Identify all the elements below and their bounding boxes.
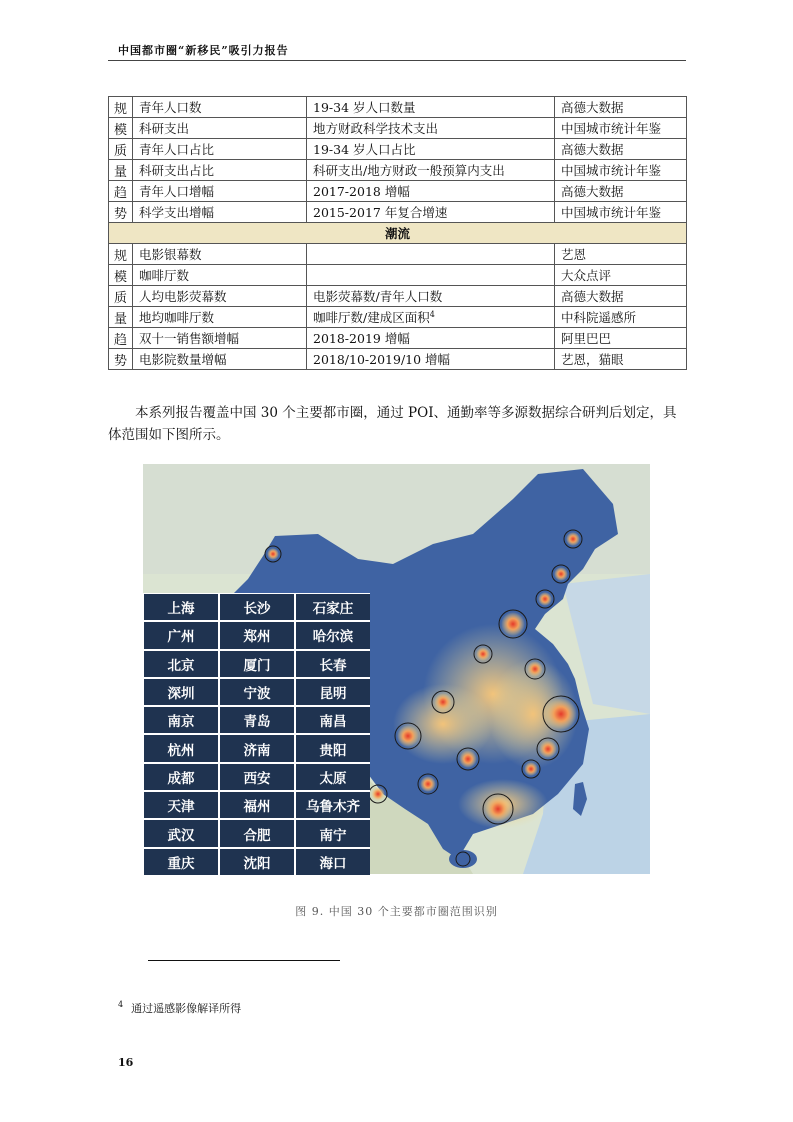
dim-cell-text: 质 [113,290,127,306]
indicator-name-cell [133,202,307,223]
dim-cell-text: 量 [113,311,127,327]
indicator-name-cell [133,265,307,286]
dim-cell [109,244,133,265]
definition-cell-text: 咖啡厅数/建成区面积 [313,310,430,325]
definition-cell-text: 19-34 岁人口数量 [313,100,416,115]
indicator-name-cell [133,118,307,139]
indicator-name-cell [133,307,307,328]
indicator-name-cell [133,139,307,160]
city-cell: 福州 [220,792,294,818]
source-cell [555,97,687,118]
dim-cell [109,139,133,160]
dim-cell-text: 模 [113,269,127,285]
definition-cell [307,202,555,223]
city-cell: 沈阳 [220,849,294,875]
source-cell-text: 中国城市统计年鉴 [561,163,662,178]
table-row [109,307,687,328]
dim-cell [109,328,133,349]
dim-cell-text: 势 [113,353,127,369]
definition-cell-text: 19-34 岁人口占比 [313,142,416,157]
source-cell [555,307,687,328]
indicator-name-cell-text: 科研支出占比 [139,163,215,178]
source-cell [555,202,687,223]
city-cell: 南京 [144,707,218,733]
source-cell-text: 高德大数据 [561,184,624,199]
definition-cell [307,97,555,118]
city-cell: 昆明 [296,679,370,705]
definition-cell-text: 2017-2018 增幅 [313,184,410,199]
dim-cell-text: 量 [113,164,127,180]
definition-cell-text: 2015-2017 年复合增速 [313,205,448,220]
city-cell: 北京 [144,651,218,677]
table-row [109,202,687,223]
dim-cell-text: 势 [113,206,127,222]
city-cell: 南宁 [296,820,370,846]
indicator-name-cell-text: 青年人口数 [139,100,202,115]
definition-cell [307,160,555,181]
table-row [109,349,687,370]
table-row [109,286,687,307]
indicator-name-cell-text: 地均咖啡厅数 [139,310,215,325]
city-cell: 贵阳 [296,735,370,761]
table-row [109,160,687,181]
definition-cell [307,328,555,349]
table-row [109,139,687,160]
indicator-name-cell-text: 电影院数量增幅 [139,352,227,367]
city-cell: 宁波 [220,679,294,705]
footnote-rule [148,960,340,961]
dim-cell-text: 模 [113,122,127,138]
definition-cell [307,118,555,139]
indicator-name-cell [133,244,307,265]
source-cell [555,328,687,349]
dim-cell [109,97,133,118]
dim-cell [109,286,133,307]
source-cell [555,265,687,286]
definition-cell [307,265,555,286]
page-number: 16 [118,1056,134,1069]
definition-cell [307,181,555,202]
figure-caption: 图 9. 中国 30 个主要都市圈范围识别 [295,905,498,918]
city-cell: 南昌 [296,707,370,733]
body-paragraph: 本系列报告覆盖中国 30 个主要都市圈，通过 POI、通勤率等多源数据综合研判后划定，具体范围如下图所示。 [108,405,677,443]
city-cell: 青岛 [220,707,294,733]
city-cell: 上海 [144,594,218,620]
indicator-name-cell-text: 人均电影荧幕数 [139,289,227,304]
city-cell: 郑州 [220,622,294,648]
source-cell-text: 中科院遥感所 [561,310,637,325]
header-rule [108,60,686,61]
definition-cell-text: 2018/10-2019/10 增幅 [313,352,451,367]
source-cell-text: 大众点评 [561,268,612,283]
source-cell [555,349,687,370]
definition-cell-text: 地方财政科学技术支出 [313,121,439,136]
dim-cell [109,349,133,370]
source-cell-text: 艺恩 [561,247,587,262]
definition-cell-text: 2018-2019 增幅 [313,331,410,346]
city-cell: 杭州 [144,735,218,761]
indicator-name-cell [133,181,307,202]
source-cell [555,118,687,139]
definition-cell [307,286,555,307]
city-cell: 长春 [296,651,370,677]
city-cell: 济南 [220,735,294,761]
indicator-name-cell-text: 双十一销售额增幅 [139,331,240,346]
dim-cell-text: 质 [113,143,127,159]
city-cell: 西安 [220,764,294,790]
page-header-title: 中国都市圈“新移民”吸引力报告 [118,44,289,57]
source-cell-text: 艺恩，猫眼 [561,352,624,367]
dim-cell-text: 规 [113,101,127,117]
footnote-text: 通过遥感影像解译所得 [131,1002,242,1015]
metro-city-list [143,593,370,875]
source-cell-text: 高德大数据 [561,142,624,157]
city-cell: 成都 [144,764,218,790]
indicator-name-cell [133,328,307,349]
city-cell: 海口 [296,849,370,875]
city-cell: 合肥 [220,820,294,846]
indicator-name-cell [133,97,307,118]
indicator-name-cell [133,349,307,370]
source-cell-text: 阿里巴巴 [561,331,612,346]
indicator-name-cell-text: 青年人口增幅 [139,184,215,199]
city-cell: 深圳 [144,679,218,705]
indicator-name-cell [133,160,307,181]
table-row [109,265,687,286]
definition-cell-text: 科研支出/地方财政一般预算内支出 [313,163,505,178]
city-cell: 太原 [296,764,370,790]
definition-cell-text: 电影荧幕数/青年人口数 [313,289,443,304]
source-cell [555,286,687,307]
source-cell-text: 高德大数据 [561,100,624,115]
table-row [109,244,687,265]
indicator-name-cell-text: 青年人口占比 [139,142,215,157]
indicator-table [108,96,687,370]
indicator-name-cell-text: 科学支出增幅 [139,205,215,220]
source-cell [555,244,687,265]
city-cell: 厦门 [220,651,294,677]
city-cell: 乌鲁木齐 [296,792,370,818]
source-cell [555,160,687,181]
indicator-name-cell-text: 科研支出 [139,121,190,136]
definition-cell [307,139,555,160]
indicator-name-cell-text: 电影银幕数 [139,247,202,262]
footnote-ref: 4 [429,309,435,319]
dim-cell [109,181,133,202]
table-row [109,328,687,349]
source-cell-text: 高德大数据 [561,289,624,304]
dim-cell-text: 趋 [113,332,127,348]
city-cell: 广州 [144,622,218,648]
definition-cell [307,349,555,370]
dim-cell [109,160,133,181]
table-row [109,181,687,202]
dim-cell [109,307,133,328]
city-cell: 哈尔滨 [296,622,370,648]
city-cell: 天津 [144,792,218,818]
indicator-name-cell [133,286,307,307]
dim-cell-text: 规 [113,248,127,264]
table-row [109,97,687,118]
definition-cell [307,244,555,265]
section-header-trend: 潮流 [109,223,687,244]
footnote [118,1000,241,1016]
city-cell: 长沙 [220,594,294,620]
dim-cell [109,202,133,223]
indicator-name-cell-text: 咖啡厅数 [139,268,190,283]
source-cell [555,181,687,202]
source-cell [555,139,687,160]
dim-cell-text: 趋 [113,185,127,201]
dim-cell [109,118,133,139]
dim-cell [109,265,133,286]
table-row [109,118,687,139]
city-cell: 石家庄 [296,594,370,620]
city-cell: 武汉 [144,820,218,846]
definition-cell [307,307,555,328]
source-cell-text: 中国城市统计年鉴 [561,205,662,220]
source-cell-text: 中国城市统计年鉴 [561,121,662,136]
footnote-mark: 4 [118,1000,124,1009]
city-cell: 重庆 [144,849,218,875]
